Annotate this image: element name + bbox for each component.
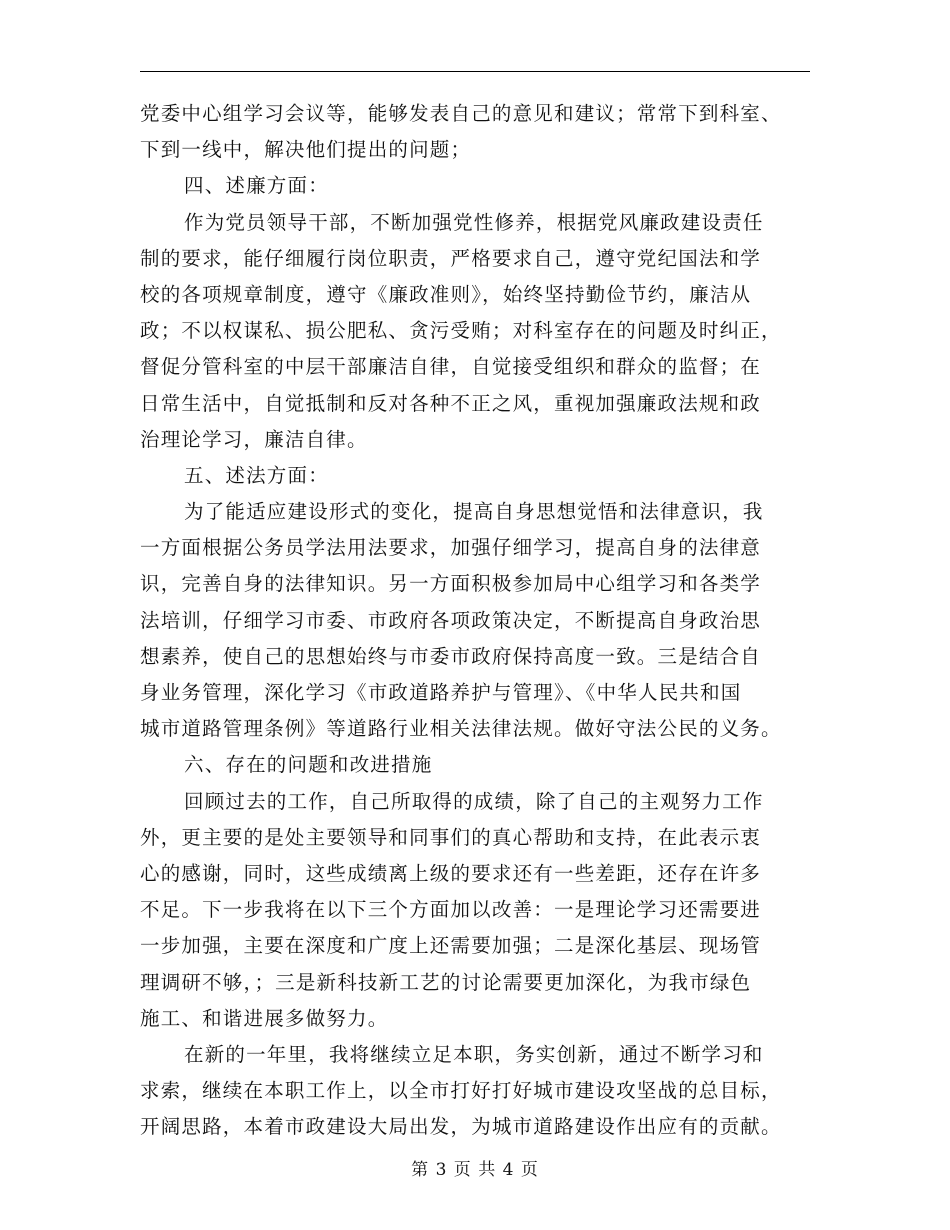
text-line: 在新的一年里，我将继续立足本职，务实创新，通过不断学习和 xyxy=(184,1042,764,1066)
document-body xyxy=(140,96,820,1145)
text-line: 想素养，使自己的思想始终与市委市政府保持高度一致。三是结合自 xyxy=(140,644,762,668)
section-heading: 四、述廉方面： xyxy=(184,174,329,198)
text-line: 一方面根据公务员学法用法要求，加强仔细学习，提高自身的法律意 xyxy=(140,536,762,560)
text-line: 治理论学习，廉洁自律。 xyxy=(140,427,368,451)
text-line: 校的各项规章制度，遵守《廉政准则》，始终坚持勤俭节约，廉洁从 xyxy=(140,282,752,306)
page-number-footer: 第 3 页 共 4 页 xyxy=(411,1160,539,1180)
text-line: 下到一线中，解决他们提出的问题； xyxy=(140,138,472,162)
text-line: 心的感谢，同时，这些成绩离上级的要求还有一些差距，还存在许多 xyxy=(140,861,762,885)
text-line: 作为党员领导干部，不断加强党性修养，根据党风廉政建设责任 xyxy=(184,210,764,234)
text-line: 一步加强，主要在深度和广度上还需要加强；二是深化基层、现场管 xyxy=(140,934,762,958)
text-line: 政；不以权谋私、损公肥私、贪污受贿；对科室存在的问题及时纠正， xyxy=(140,319,782,343)
text-line: 求索，继续在本职工作上，以全市打好打好城市建设攻坚战的总目标， xyxy=(140,1079,782,1103)
text-line: 开阔思路，本着市政建设大局出发，为城市道路建设作出应有的贡献。 xyxy=(140,1115,782,1139)
text-line: 日常生活中，自觉抵制和反对各种不正之风，重视加强廉政法规和政 xyxy=(140,391,762,415)
text-line: 党委中心组学习会议等，能够发表自己的意见和建议；常常下到科室、 xyxy=(140,102,782,125)
text-line: 制的要求，能仔细履行岗位职责，严格要求自己，遵守党纪国法和学 xyxy=(140,246,762,270)
section-heading: 五、述法方面： xyxy=(184,463,329,487)
section-heading: 六、存在的问题和改进措施 xyxy=(184,753,433,777)
text-line: 督促分管科室的中层干部廉洁自律，自觉接受组织和群众的监督；在 xyxy=(140,355,762,379)
text-line: 身业务管理，深化学习《市政道路养护与管理》、《中华人民共和国 xyxy=(140,681,742,704)
text-line: 施工、和谐进展多做努力。 xyxy=(140,1006,389,1030)
text-line: 不足。下一步我将在以下三个方面加以改善：一是理论学习还需要进 xyxy=(140,898,762,922)
header-rule xyxy=(140,71,810,72)
text-line: 回顾过去的工作，自己所取得的成绩，除了自己的主观努力工作 xyxy=(184,789,764,813)
text-line: 法培训，仔细学习市委、市政府各项政策决定，不断提高自身政治思 xyxy=(140,608,762,632)
text-line: 外，更主要的是处主要领导和同事们的真心帮助和支持，在此表示衷 xyxy=(140,825,762,849)
text-line: 理调研不够，；三是新科技新工艺的讨论需要更加深化，为我市绿色 xyxy=(140,970,752,994)
text-line: 识，完善自身的法律知识。另一方面积极参加局中心组学习和各类学 xyxy=(140,572,762,596)
text-line: 为了能适应建设形式的变化，提高自身思想觉悟和法律意识，我 xyxy=(184,500,764,524)
text-line: 城市道路管理条例》等道路行业相关法律法规。做好守法公民的义务。 xyxy=(140,717,782,741)
